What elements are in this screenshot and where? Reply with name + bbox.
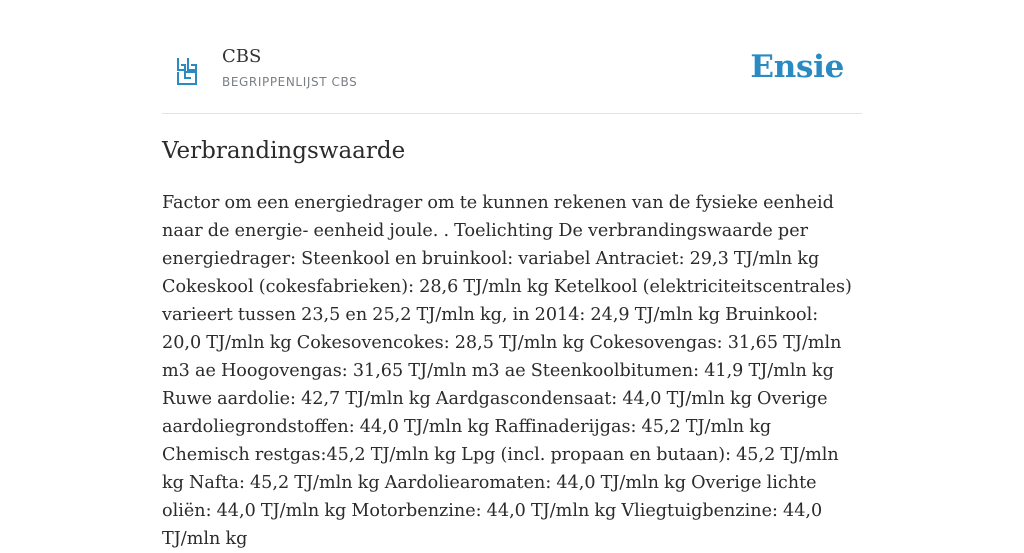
term-definition: Factor om een energiedrager om te kunnen rekenen van de fysieke eenheid naar de energie- eenheid joule. . Toelichting De verbrandingswaarde per energiedrager: Steenkool en bruinkool: variabel Antraciet: 29,3 TJ/mln kg Cokeskool (cokesfabrieken): 28,6 TJ/mln kg Ketelkool (elektriciteitscentrales) varieert tussen 23,5 en 25,2 TJ/mln kg, in 2014: 24,9 TJ/mln kg Bruinkool: 20,0 TJ/mln kg Cokesovencokes: 28,5 TJ/mln kg Cokesovengas: 31,65 TJ/mln m3 ae Hoogovengas: 31,65 TJ/mln m3 ae Steenkoolbitumen: 41,9 TJ/mln kg Ruwe aardolie: 42,7 TJ/mln kg Aardgascondensaat: 44,0 TJ/mln kg Overige aardoliegrondstoffen: 44,0 TJ/mln kg Raffinaderijgas: 45,2 TJ/mln kg Chemisch restgas:45,2 TJ/mln kg Lpg (incl. propaan en butaan): 45,2 TJ/mln kg Nafta: 45,2 TJ/mln kg Aardoliearomaten: 44,0 TJ/mln kg Overige lichte oliën: 44,0 TJ/mln kg Motorbenzine: 44,0 TJ/mln kg Vliegtuigbenzine: 44,0 TJ/mln kg xyxy=(162,193,852,549)
site-header xyxy=(162,0,862,114)
ensie-brand-link[interactable]: Ensie xyxy=(750,49,844,85)
org-subtitle[interactable]: BEGRIPPENLIJST CBS xyxy=(222,75,358,89)
org-name[interactable]: CBS xyxy=(222,46,262,67)
cbs-logo-icon[interactable] xyxy=(176,56,198,86)
term-title: Verbrandingswaarde xyxy=(162,138,406,164)
page xyxy=(162,0,862,549)
